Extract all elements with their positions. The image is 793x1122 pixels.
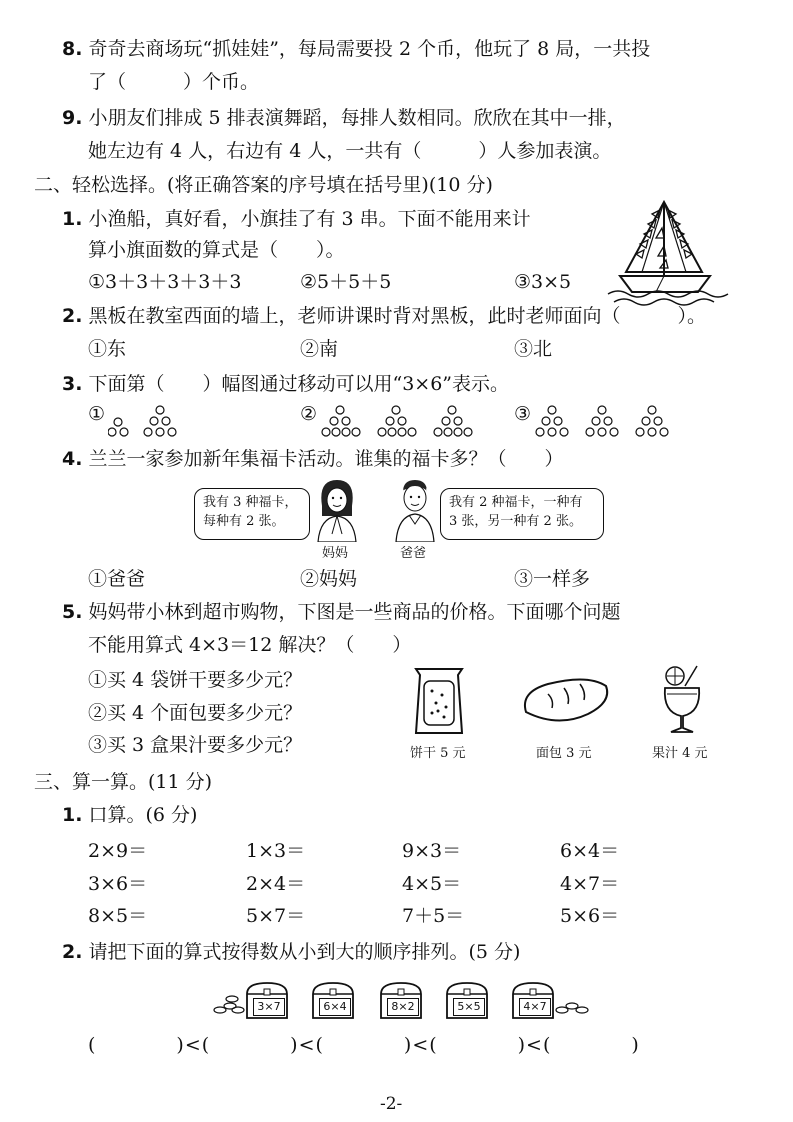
option-2[interactable]: ②南 xyxy=(300,338,339,360)
question-number: 9. xyxy=(62,107,83,129)
option-2[interactable]: ②5＋5＋5 xyxy=(300,271,392,293)
chest-expression: 3×7 xyxy=(253,998,285,1016)
s2-question-5-line2: 不能用算式 4×3＝12 解决？（ ） xyxy=(88,634,412,656)
dad-speech-bubble xyxy=(440,488,604,540)
dad-figure xyxy=(390,476,440,542)
option-2-label[interactable]: ② xyxy=(300,403,318,425)
option-3[interactable]: ③北 xyxy=(514,338,553,360)
question-8-line1 xyxy=(62,40,650,59)
question-text: 口算。(6 分) xyxy=(88,804,198,826)
question-number: 5. xyxy=(62,601,83,623)
dad-label: 爸爸 xyxy=(400,546,427,561)
option-3[interactable]: ③一样多 xyxy=(514,568,591,590)
chest-expression: 4×7 xyxy=(519,998,551,1016)
calc-item[interactable]: 2×4＝ xyxy=(246,873,306,895)
question-text: 奇奇去商场玩“抓娃娃”，每局需要投 2 个币，他玩了 8 局，一共投 xyxy=(88,38,651,60)
section-3-title: 三、算一算。(11 分) xyxy=(34,771,213,793)
calc-item[interactable]: 7＋5＝ xyxy=(402,905,465,927)
chest-expression: 6×4 xyxy=(319,998,351,1016)
bread-icon xyxy=(518,672,614,732)
section-2-title: 二、轻松选择。(将正确答案的序号填在括号里)(10 分) xyxy=(34,174,493,196)
mom-label: 妈妈 xyxy=(322,546,349,561)
calc-item[interactable]: 8×5＝ xyxy=(88,905,148,927)
chest-expression: 5×5 xyxy=(453,998,485,1016)
option-3[interactable]: ③3×5 xyxy=(514,271,572,293)
s2-question-1-line2: 算小旗面数的算式是（ ）。 xyxy=(88,239,345,261)
dot-group-option-3 xyxy=(534,402,684,438)
calc-item[interactable]: 4×5＝ xyxy=(402,873,462,895)
question-text: 请把下面的算式按得数从小到大的顺序排列。(5 分) xyxy=(88,941,521,963)
s2-question-5-line1 xyxy=(62,603,621,622)
option-1[interactable]: ①东 xyxy=(88,338,127,360)
calc-item[interactable]: 2×9＝ xyxy=(88,840,148,862)
question-8-line2: 了（ ）个币。 xyxy=(88,71,260,93)
s3-question-2-title xyxy=(62,943,520,962)
calc-item[interactable]: 9×3＝ xyxy=(402,840,462,862)
coins-decoration-right xyxy=(554,990,590,1016)
ordering-answer-line[interactable]: ( )<( )<( )<( )<( ) xyxy=(88,1034,640,1056)
calc-item[interactable]: 1×3＝ xyxy=(246,840,306,862)
s2-question-1-line1 xyxy=(62,210,531,229)
biscuit-price: 饼干 5 元 xyxy=(410,746,466,761)
juice-price: 果汁 4 元 xyxy=(652,746,708,761)
mom-figure xyxy=(312,476,362,542)
bread-price: 面包 3 元 xyxy=(536,746,592,761)
question-number: 2. xyxy=(62,941,83,963)
treasure-chest xyxy=(510,980,556,1020)
s3-question-1-title xyxy=(62,806,197,825)
treasure-chest xyxy=(244,980,290,1020)
s2-question-4-line1 xyxy=(62,450,564,469)
question-number: 2. xyxy=(62,305,83,327)
treasure-chest xyxy=(310,980,356,1020)
question-9-line1 xyxy=(62,109,626,128)
calc-item[interactable]: 5×7＝ xyxy=(246,905,306,927)
question-text: 黑板在教室西面的墙上，老师讲课时背对黑板，此时老师面向（ ）。 xyxy=(88,305,707,327)
mom-speech-line2: 每种有 2 张。 xyxy=(203,514,285,529)
sailboat-illustration xyxy=(604,198,734,310)
option-2[interactable]: ②妈妈 xyxy=(300,568,358,590)
option-3[interactable]: ③买 3 盒果汁要多少元？ xyxy=(88,734,303,756)
option-1[interactable]: ①买 4 袋饼干要多少元？ xyxy=(88,669,303,691)
page-number: -2- xyxy=(380,1094,403,1114)
calc-item[interactable]: 5×6＝ xyxy=(560,905,620,927)
option-3-label[interactable]: ③ xyxy=(514,403,532,425)
option-1[interactable]: ①爸爸 xyxy=(88,568,146,590)
s2-question-3-line1 xyxy=(62,375,509,394)
option-1[interactable]: ①3＋3＋3＋3＋3 xyxy=(88,271,242,293)
calc-item[interactable]: 4×7＝ xyxy=(560,873,620,895)
question-text: 小朋友们排成 5 排表演舞蹈，每排人数相同。欣欣在其中一排， xyxy=(88,107,626,129)
question-text: 小渔船，真好看，小旗挂了有 3 串。下面不能用来计 xyxy=(88,208,531,230)
mom-speech-bubble xyxy=(194,488,310,540)
calc-item[interactable]: 6×4＝ xyxy=(560,840,620,862)
question-text: 兰兰一家参加新年集福卡活动。谁集的福卡多？（ ） xyxy=(88,448,564,470)
dad-speech-line1: 我有 2 种福卡，一种有 xyxy=(449,495,583,510)
question-number: 4. xyxy=(62,448,83,470)
calc-item[interactable]: 3×6＝ xyxy=(88,873,148,895)
dot-group-option-1 xyxy=(108,402,188,438)
question-number: 1. xyxy=(62,804,83,826)
chest-expression: 8×2 xyxy=(387,998,419,1016)
s2-question-2-line1 xyxy=(62,307,706,326)
biscuit-bag-icon xyxy=(410,665,468,737)
question-number: 1. xyxy=(62,208,83,230)
treasure-chest xyxy=(378,980,424,1020)
dot-group-option-2 xyxy=(320,402,490,438)
option-2[interactable]: ②买 4 个面包要多少元？ xyxy=(88,702,303,724)
treasure-chest xyxy=(444,980,490,1020)
dad-speech-line2: 3 张，另一种有 2 张。 xyxy=(449,514,582,529)
option-1-label[interactable]: ① xyxy=(88,403,106,425)
question-number: 8. xyxy=(62,38,83,60)
juice-glass-icon xyxy=(655,662,711,738)
question-text: 下面第（ ）幅图通过移动可以用“3×6”表示。 xyxy=(88,373,510,395)
question-number: 3. xyxy=(62,373,83,395)
mom-speech-line1: 我有 3 种福卡， xyxy=(203,495,298,510)
coins-decoration-left xyxy=(212,990,248,1016)
question-9-line2: 她左边有 4 人，右边有 4 人，一共有（ ）人参加表演。 xyxy=(88,140,612,162)
question-text: 妈妈带小林到超市购物，下图是一些商品的价格。下面哪个问题 xyxy=(88,601,621,623)
